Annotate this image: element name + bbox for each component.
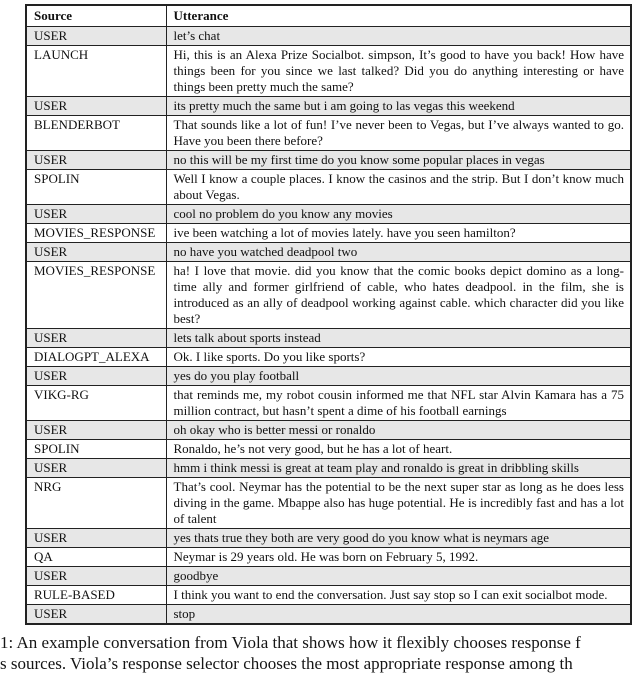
caption-line-2: s sources. Viola’s response selector chooses the most appropriate response among th — [0, 654, 573, 673]
table-row — [26, 262, 631, 329]
source-cell: BLENDERBOT — [26, 116, 166, 151]
utterance-cell: stop — [166, 605, 631, 625]
source-cell: LAUNCH — [26, 46, 166, 97]
source-cell: USER — [26, 421, 166, 440]
table-row — [26, 529, 631, 548]
utterance-cell: Ronaldo, he’s not very good, but he has a lot of heart. — [166, 440, 631, 459]
table-row — [26, 421, 631, 440]
utterance-cell: ha! I love that movie. did you know that the comic books depict domino as a long-time ally and former girlfriend of cable, who hates deadpool. in the film, she is introduced as an ally of deadpool working against cable. which character did you like best? — [166, 262, 631, 329]
table-row — [26, 243, 631, 262]
source-cell: USER — [26, 367, 166, 386]
table-row — [26, 224, 631, 243]
table-row — [26, 348, 631, 367]
utterance-cell: Hi, this is an Alexa Prize Socialbot. simpson, It’s good to have you back! How have things been for you since we last talked? Did you do anything interesting or have things been pretty much the same? — [166, 46, 631, 97]
source-column-header: Source — [26, 5, 166, 27]
source-cell: SPOLIN — [26, 440, 166, 459]
table-row — [26, 586, 631, 605]
table-row — [26, 97, 631, 116]
table-row — [26, 205, 631, 224]
utterance-cell: ive been watching a lot of movies lately. have you seen hamilton? — [166, 224, 631, 243]
figure-caption — [0, 632, 640, 674]
table-row — [26, 478, 631, 529]
utterance-cell: yes thats true they both are very good do you know what is neymars age — [166, 529, 631, 548]
utterance-cell: I think you want to end the conversation. Just say stop so I can exit socialbot mode. — [166, 586, 631, 605]
table-row — [26, 605, 631, 625]
table-row — [26, 170, 631, 205]
source-cell: USER — [26, 567, 166, 586]
source-cell: USER — [26, 243, 166, 262]
source-cell: USER — [26, 329, 166, 348]
source-cell: MOVIES_RESPONSE — [26, 224, 166, 243]
utterance-cell: lets talk about sports instead — [166, 329, 631, 348]
utterance-cell: no have you watched deadpool two — [166, 243, 631, 262]
table-row — [26, 116, 631, 151]
utterance-cell: its pretty much the same but i am going to las vegas this weekend — [166, 97, 631, 116]
utterance-column-header: Utterance — [166, 5, 631, 27]
utterance-cell: no this will be my first time do you know some popular places in vegas — [166, 151, 631, 170]
table-row — [26, 440, 631, 459]
source-cell: USER — [26, 205, 166, 224]
source-cell: NRG — [26, 478, 166, 529]
utterance-cell: yes do you play football — [166, 367, 631, 386]
conversation-table — [25, 4, 632, 625]
utterance-cell: oh okay who is better messi or ronaldo — [166, 421, 631, 440]
source-cell: USER — [26, 605, 166, 625]
utterance-cell: hmm i think messi is great at team play and ronaldo is great in dribbling skills — [166, 459, 631, 478]
utterance-cell: goodbye — [166, 567, 631, 586]
source-cell: RULE-BASED — [26, 586, 166, 605]
source-cell: SPOLIN — [26, 170, 166, 205]
utterance-cell: let’s chat — [166, 27, 631, 46]
source-cell: VIKG-RG — [26, 386, 166, 421]
source-cell: USER — [26, 459, 166, 478]
source-cell: USER — [26, 97, 166, 116]
table-row — [26, 548, 631, 567]
utterance-cell: that reminds me, my robot cousin informed me that NFL star Alvin Kamara has a 75 million contract, but hasn’t spent a dime of his football earnings — [166, 386, 631, 421]
source-cell: QA — [26, 548, 166, 567]
table-row — [26, 329, 631, 348]
table-row — [26, 567, 631, 586]
source-cell: DIALOGPT_ALEXA — [26, 348, 166, 367]
table-row — [26, 46, 631, 97]
table-row — [26, 27, 631, 46]
utterance-cell: Neymar is 29 years old. He was born on February 5, 1992. — [166, 548, 631, 567]
table-header-row — [26, 5, 631, 27]
source-cell: USER — [26, 151, 166, 170]
table-row — [26, 459, 631, 478]
source-cell: MOVIES_RESPONSE — [26, 262, 166, 329]
utterance-cell: Well I know a couple places. I know the casinos and the strip. But I don’t know much about Vegas. — [166, 170, 631, 205]
utterance-cell: That’s cool. Neymar has the potential to be the next super star as long as he does less diving in the game. Mbappe also has huge potential. He is incredibly fast and has a lot of talent — [166, 478, 631, 529]
table-row — [26, 386, 631, 421]
conversation-table-container — [25, 4, 632, 625]
source-cell: USER — [26, 529, 166, 548]
utterance-cell: That sounds like a lot of fun! I’ve never been to Vegas, but I’ve always wanted to go. Have you been there before? — [166, 116, 631, 151]
utterance-cell: Ok. I like sports. Do you like sports? — [166, 348, 631, 367]
table-row — [26, 151, 631, 170]
caption-line-1: 1: An example conversation from Viola that shows how it flexibly chooses response f — [0, 633, 581, 652]
source-cell: USER — [26, 27, 166, 46]
table-row — [26, 367, 631, 386]
utterance-cell: cool no problem do you know any movies — [166, 205, 631, 224]
